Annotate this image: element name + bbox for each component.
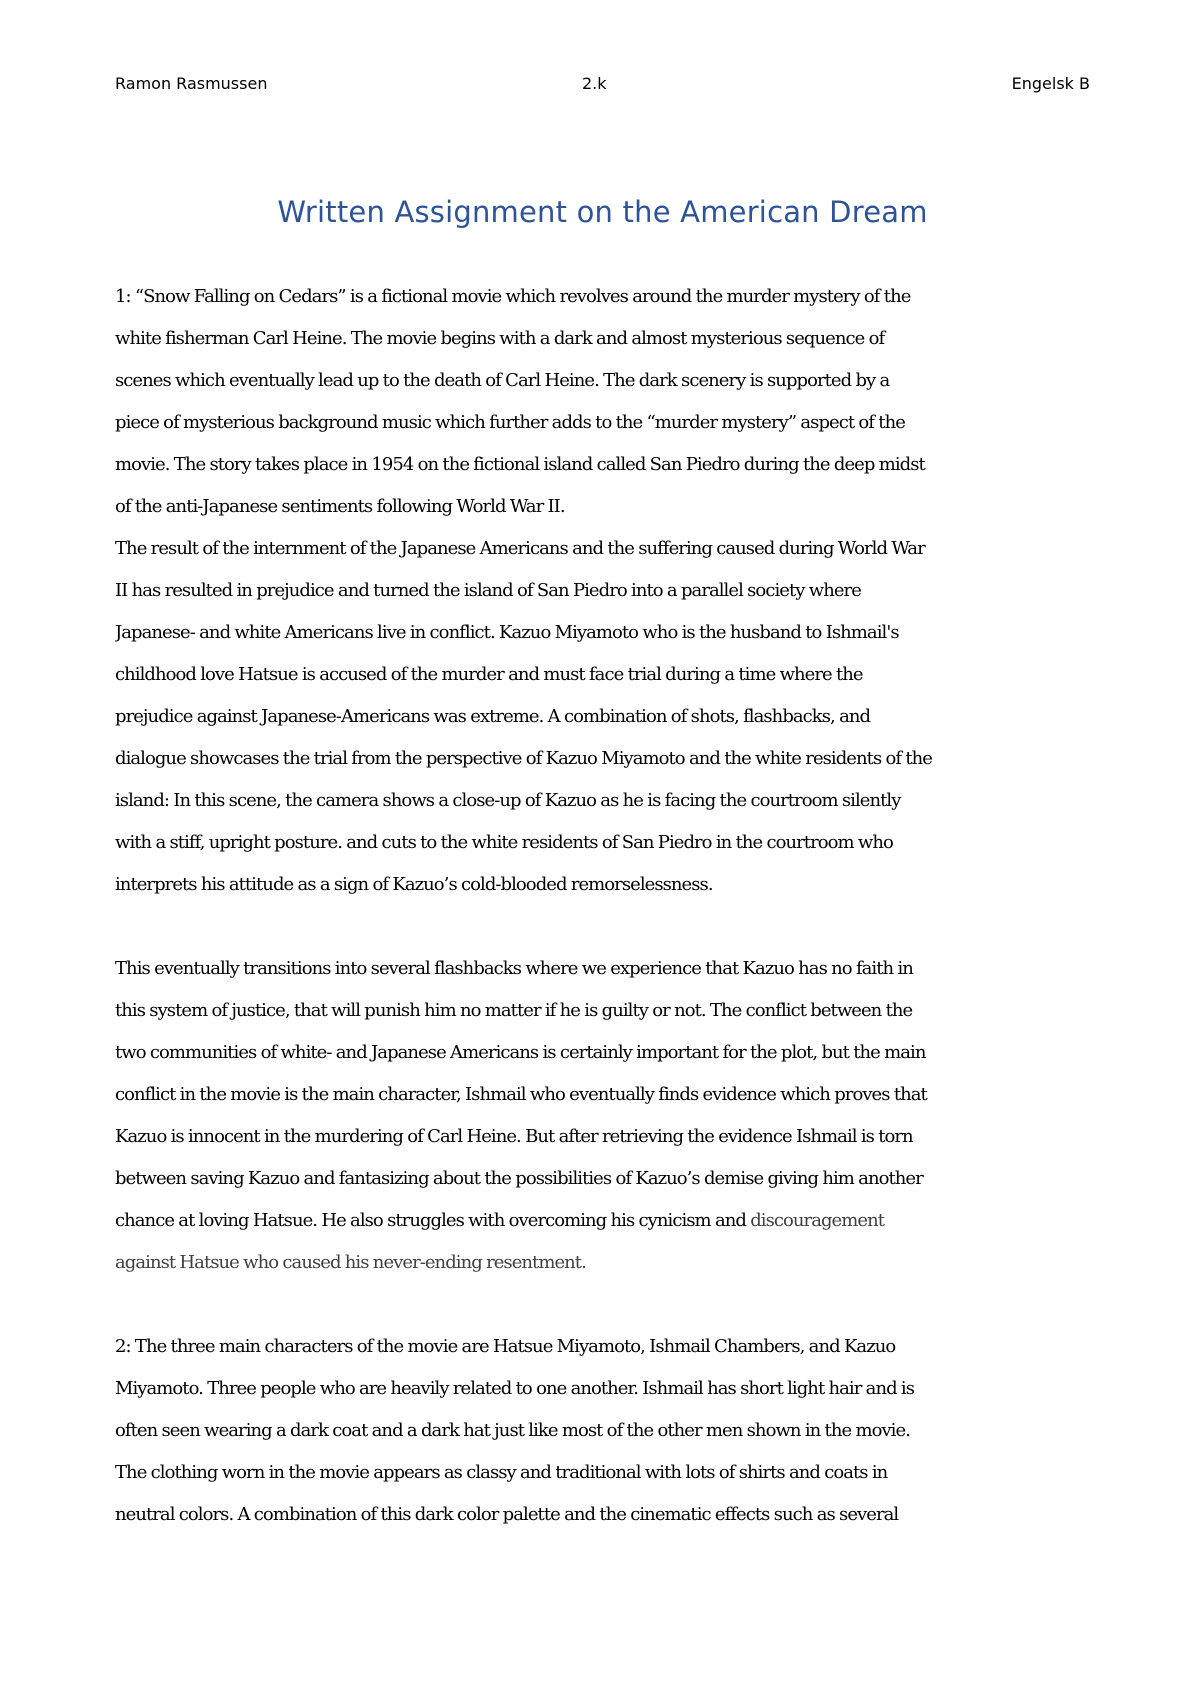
- body-line: Japanese- and white Americans live in conflict. Kazuo Miyamoto who is the husband to Ishmail's: [115, 622, 899, 643]
- body-line: with a stiff, upright posture. and cuts to the white residents of San Piedro in the courtroom who: [115, 832, 893, 853]
- body-line: often seen wearing a dark coat and a dark hat just like most of the other men shown in the movie.: [115, 1420, 910, 1441]
- body-line: dialogue showcases the trial from the perspective of Kazuo Miyamoto and the white residents of the: [115, 748, 932, 769]
- body-line: II has resulted in prejudice and turned the island of San Piedro into a parallel society where: [115, 580, 861, 601]
- header-class: 2.k: [582, 74, 607, 93]
- body-line-part: chance at loving Hatsue. He also struggles with overcoming his cynicism and: [115, 1210, 751, 1231]
- body-line: island: In this scene, the camera shows a close-up of Kazuo as he is facing the courtroom silently: [115, 790, 901, 811]
- body-line: white fisherman Carl Heine. The movie begins with a dark and almost mysterious sequence of: [115, 328, 885, 349]
- body-line: conflict in the movie is the main character, Ishmail who eventually finds evidence which proves that: [115, 1084, 927, 1105]
- page-header: [115, 74, 1090, 98]
- body-line: The clothing worn in the movie appears as classy and traditional with lots of shirts and coats in: [115, 1462, 888, 1483]
- body-line: Kazuo is innocent in the murdering of Carl Heine. But after retrieving the evidence Ishmail is torn: [115, 1126, 913, 1147]
- body-line: This eventually transitions into several flashbacks where we experience that Kazuo has no faith in: [115, 958, 913, 979]
- body-line: neutral colors. A combination of this dark color palette and the cinematic effects such as several: [115, 1504, 899, 1525]
- body-line: childhood love Hatsue is accused of the murder and must face trial during a time where the: [115, 664, 863, 685]
- body-line: of the anti-Japanese sentiments following World War II.: [115, 496, 565, 517]
- paragraph-spacer: [115, 906, 1090, 948]
- body-line: this system of justice, that will punish him no matter if he is guilty or not. The conflict between the: [115, 1000, 913, 1021]
- header-subject: Engelsk B: [1011, 74, 1090, 93]
- paragraph-spacer: [115, 1284, 1090, 1326]
- header-author: Ramon Rasmussen: [115, 74, 268, 93]
- body-line: prejudice against Japanese-Americans was extreme. A combination of shots, flashbacks, and: [115, 706, 871, 727]
- body-line: Miyamoto. Three people who are heavily related to one another. Ishmail has short light hair and is: [115, 1378, 915, 1399]
- body-line: interprets his attitude as a sign of Kazuo’s cold-blooded remorselessness.: [115, 874, 713, 895]
- body-line: 2: The three main characters of the movie are Hatsue Miyamoto, Ishmail Chambers, and Kazuo: [115, 1336, 896, 1357]
- body-line: 1: “Snow Falling on Cedars” is a fictional movie which revolves around the murder mystery of the: [115, 286, 911, 307]
- body-line: movie. The story takes place in 1954 on the fictional island called San Piedro during the deep midst: [115, 454, 925, 475]
- body-line: between saving Kazuo and fantasizing about the possibilities of Kazuo’s demise giving him another: [115, 1168, 923, 1189]
- body-line: [115, 1200, 1090, 1242]
- body-line: two communities of white- and Japanese Americans is certainly important for the plot, but the main: [115, 1042, 926, 1063]
- document-title: Written Assignment on the American Dream: [277, 195, 928, 229]
- document-body: [115, 276, 1090, 1536]
- body-line: The result of the internment of the Japanese Americans and the suffering caused during World War: [115, 538, 925, 559]
- body-line: piece of mysterious background music which further adds to the “murder mystery” aspect of the: [115, 412, 905, 433]
- body-line: scenes which eventually lead up to the death of Carl Heine. The dark scenery is supported by a: [115, 370, 890, 391]
- body-line: against Hatsue who caused his never-ending resentment.: [115, 1252, 586, 1273]
- body-line-part: discouragement: [750, 1210, 885, 1231]
